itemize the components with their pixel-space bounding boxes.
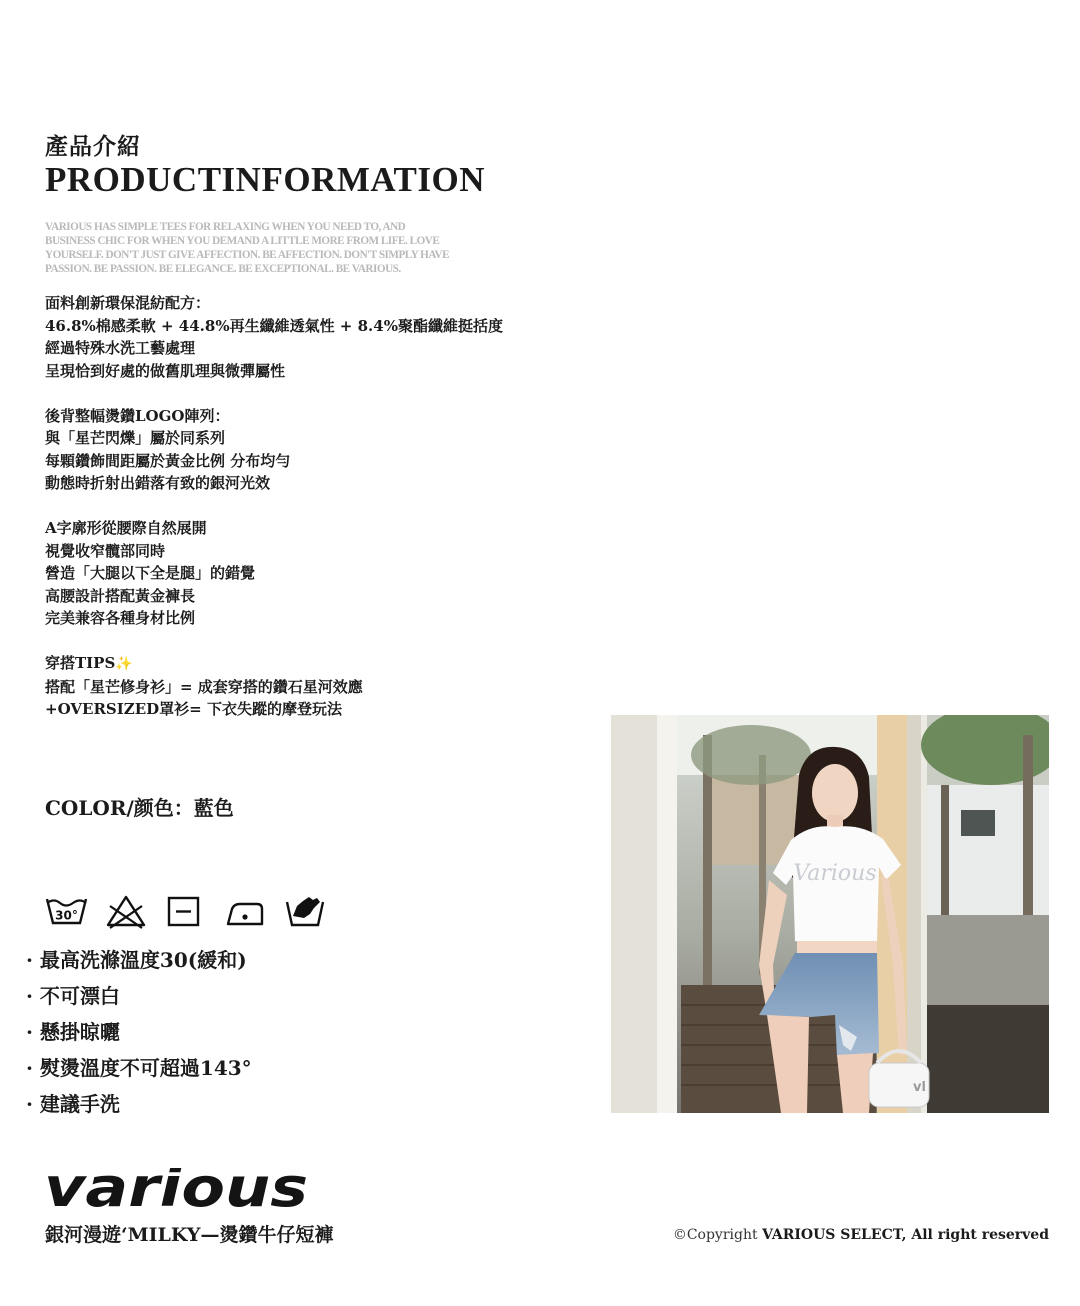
shape-line: 完美兼容各種身材比例 <box>45 609 196 627</box>
tagline-line: VARIOUS HAS SIMPLE TEES FOR RELAXING WHEN YOU NEED TO, AND <box>45 221 406 233</box>
tips-line: +OVERSIZED罩衫= 下衣失蹤的摩登玩法 <box>45 700 342 718</box>
wash-30-icon <box>44 892 104 932</box>
tips-title-text: 穿搭TIPS <box>45 654 116 672</box>
color-label: COLOR/颜色：藍色 <box>45 796 234 820</box>
care-icons <box>44 892 344 932</box>
product-name: 銀河漫遊‘MILKY—燙鑽牛仔短褲 <box>45 1224 334 1246</box>
shirt-print: Various <box>793 861 877 886</box>
shape-line: 視覺收窄髖部同時 <box>45 541 166 560</box>
iron-143-icon <box>224 892 284 932</box>
model-photo-illustration <box>611 715 1049 1113</box>
no-bleach-icon <box>104 892 164 932</box>
copyright-prefix: ©Copyright <box>672 1227 758 1243</box>
brand-logo <box>44 1168 310 1216</box>
care-item: · 最高洗滌溫度30(緩和) <box>26 948 247 972</box>
logo-line: 動態時折射出錯落有致的銀河光效 <box>45 474 271 492</box>
care-item: · 熨燙溫度不可超過143° <box>26 1056 252 1080</box>
tagline-line: BUSINESS CHIC FOR WHEN YOU DEMAND A LITTLE MORE FROM LIFE. LOVE <box>45 235 440 247</box>
fabric-line: 呈現恰到好處的做舊肌理與微彈屬性 <box>45 361 286 380</box>
logo-text: various <box>44 1168 308 1212</box>
tips-title <box>45 652 503 676</box>
wash-temp-label: 30° <box>55 908 78 923</box>
care-item: · 懸掛晾曬 <box>26 1020 120 1044</box>
shape-block <box>45 517 503 630</box>
copyright-brand: VARIOUS SELECT, All right reserved <box>762 1227 1049 1243</box>
shape-line: 營造「大腿以下全是腿」的錯覺 <box>45 564 256 582</box>
bag-print: vl <box>913 1080 926 1095</box>
sparkle-icon: ✨ <box>115 656 133 672</box>
section-title-en: PRODUCTINFORMATION <box>45 160 486 199</box>
hang-dry-icon <box>164 892 224 932</box>
copyright <box>673 1227 1049 1243</box>
product-description <box>45 292 503 721</box>
tagline-line: PASSION. BE PASSION. BE ELEGANCE. BE EXCEPTIONAL. BE VARIOUS. <box>45 263 401 275</box>
shape-line: 高腰設計搭配黃金褲長 <box>45 586 196 605</box>
fabric-block <box>45 292 503 382</box>
tagline-line: YOURSELF. DON'T JUST GIVE AFFECTION. BE AFFECTION. DON'T SIMPLY HAVE <box>45 249 450 261</box>
shape-line: A字廓形從腰際自然展開 <box>45 519 207 537</box>
logo-line: 每顆鑽飾間距屬於黃金比例 分布均勻 <box>45 451 291 470</box>
product-photo <box>611 715 1049 1113</box>
logo-line: 與「星芒閃爍」屬於同系列 <box>45 429 226 447</box>
section-title-zh: 產品介紹 <box>45 133 141 160</box>
fabric-line: 46.8%棉感柔軟 + 44.8%再生纖維透氣性 + 8.4%聚酯纖維挺括度 <box>45 316 503 335</box>
logo-line: 後背整幅燙鑽LOGO陣列： <box>45 406 230 425</box>
care-item: · 建議手洗 <box>26 1092 120 1116</box>
fabric-line: 面料創新環保混紡配方： <box>45 294 211 312</box>
brand-tagline <box>45 220 515 276</box>
care-item: · 不可漂白 <box>26 984 120 1008</box>
tips-line: 搭配「星芒修身衫」= 成套穿搭的鑽石星河效應 <box>45 677 363 696</box>
logo-block <box>45 405 503 495</box>
hand-wash-icon <box>284 892 344 932</box>
fabric-line: 經過特殊水洗工藝處理 <box>45 339 196 357</box>
various-logo <box>44 1168 310 1212</box>
tips-block <box>45 652 503 721</box>
care-instructions <box>26 942 252 1122</box>
